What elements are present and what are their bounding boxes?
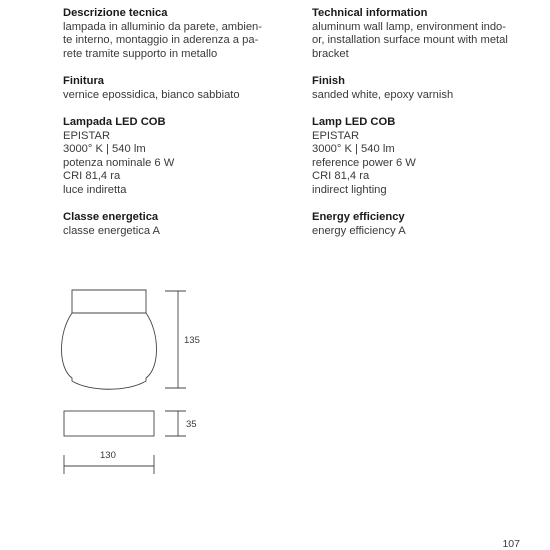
spec-line: reference power 6 W [312,156,416,169]
spec-section-description-en [312,7,527,61]
side-view [64,411,154,436]
english-column [312,7,527,252]
height-dimension [165,291,186,388]
spec-section-finish-en [312,75,527,102]
spec-line: EPISTAR [312,129,360,142]
section-heading: Lamp LED COB [312,116,396,128]
spec-line: rete tramite supporto in metallo [63,47,218,60]
italian-column [63,7,283,252]
spec-section-energy-it [63,211,283,238]
spec-line: or, installation surface mount with metal [312,34,508,46]
spec-section-energy-en [312,211,527,238]
spec-line: CRI 81,4 ra [63,170,121,182]
section-heading: Descrizione tecnica [63,7,168,19]
spec-line: energy efficiency A [312,224,406,237]
width-dimension-label: 130 [100,450,116,461]
section-heading: Lampada LED COB [63,116,166,128]
section-heading: Finish [312,75,345,87]
spec-section-description-it [63,7,283,61]
spec-line: 3000° K | 540 lm [312,143,395,155]
section-heading: Energy efficiency [312,211,405,223]
spec-line: vernice epossidica, bianco sabbiato [63,88,240,101]
depth-dimension-label: 35 [186,419,197,430]
spec-line: EPISTAR [63,129,111,142]
spec-section-lamp-en [312,116,527,197]
front-view [62,290,157,389]
section-heading: Finitura [63,75,105,87]
lamp-side-outline [64,411,154,436]
spec-line: luce indiretta [63,183,127,196]
spec-line: aluminum wall lamp, environment indo- [312,20,507,33]
spec-line: classe energetica A [63,224,161,237]
spec-line: bracket [312,47,349,60]
spec-section-finish-it [63,75,283,102]
spec-line: indirect lighting [312,183,387,196]
spec-section-lamp-it [63,116,283,197]
spec-line: sanded white, epoxy varnish [312,88,454,101]
page-number: 107 [502,538,520,550]
spec-line: lampada in alluminio da parete, ambien- [63,20,263,33]
spec-line: potenza nominale 6 W [63,156,175,169]
height-dimension-label: 135 [184,335,200,346]
lamp-front-outline [62,290,157,389]
section-heading: Classe energetica [63,211,159,223]
spec-line: CRI 81,4 ra [312,170,370,182]
spec-line: 3000° K | 540 lm [63,143,146,155]
section-heading: Technical information [312,7,428,19]
depth-dimension [165,411,186,436]
spec-line: te interno, montaggio in aderenza a pa- [63,34,259,46]
